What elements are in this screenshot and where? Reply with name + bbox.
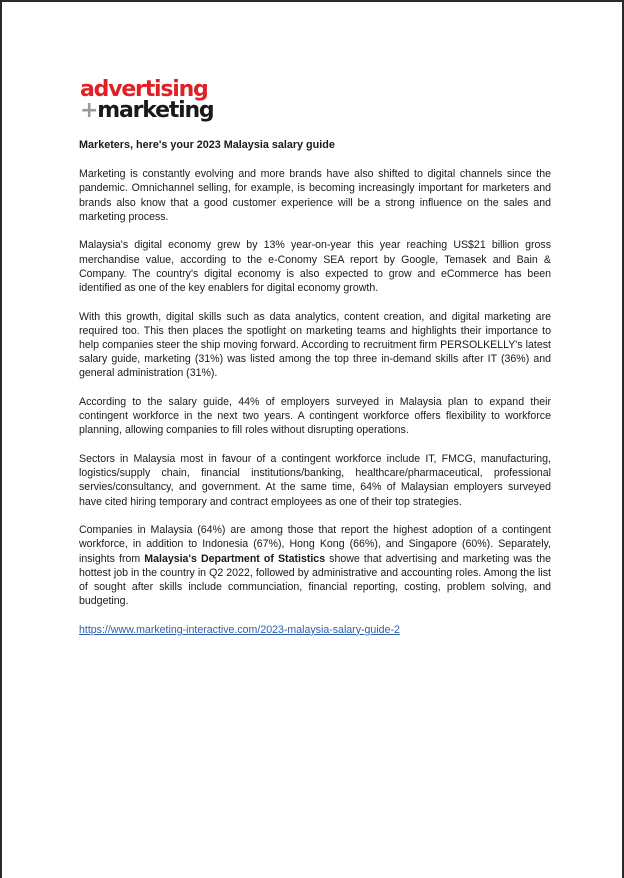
logo-marketing-line xyxy=(80,100,220,122)
advertising-marketing-logo xyxy=(80,77,220,123)
department-of-statistics-bold: Malaysia's Department of Statistics xyxy=(144,552,326,565)
article-body xyxy=(79,138,551,637)
paragraph-4: According to the salary guide, 44% of employers surveyed in Malaysia plan to expand their contingent workforce in the next two years. A contingent workforce offers flexibility to workforce planning, allowing companies to fill roles without disrupting operations. xyxy=(79,396,551,437)
paragraph-3: With this growth, digital skills such as data analytics, content creation, and digital marketing are required too. This then places the spotlight on marketing teams and highlights their importance to help companies steer the ship moving forward. According to recruitment firm PERSOLKELLY's latest salary guide, marketing (31%) was listed among the top three in-demand skills after IT (36%) and general administration (31%). xyxy=(79,310,551,380)
paragraph-1: Marketing is constantly evolving and more brands have also shifted to digital channels since the pandemic. Omnichannel selling, for example, is becoming increasingly important for marketers and brands also know that a good customer experience will be a strong influence on the sales and marketing process. xyxy=(79,168,551,223)
paragraph-5: Sectors in Malaysia most in favour of a contingent workforce include IT, FMCG, manufacturing, logistics/supply chain, financial institutions/banking, healthcare/pharmaceutical, professional servies/consultancy, and government. At the same time, 64% of Malaysian employers surveyed have cited hiring temporary and contract employees as one of their top strategies. xyxy=(79,453,551,508)
source-link[interactable]: https://www.marketing-interactive.com/2023-malaysia-salary-guide-2 xyxy=(79,623,400,636)
paragraph-2: Malaysia's digital economy grew by 13% year-on-year this year reaching US$21 billion gross merchandise value, according to the e-Conomy SEA report by Google, Temasek and Bain & Company. The country's digital economy is also expected to grow and eCommerce has been identified as one of the key enablers for digital economy growth. xyxy=(79,239,551,295)
paragraph-6-text-start: Companies in Malaysia (64%) are among those that report the highest adoption of a contingent workforce, in addition to Indonesia (67%), Hong Kong (66%), and Singapore (60%). Separately, insights from xyxy=(79,524,551,565)
article-title: Marketers, here's your 2023 Malaysia salary guide xyxy=(79,139,335,151)
logo-plus-icon: + xyxy=(80,98,98,123)
logo-marketing-text: marketing xyxy=(97,98,214,123)
paragraph-6-text-end: showe that advertising and marketing was the hottest job in the country in Q2 2022, followed by administrative and accounting roles. Among the list of sought after skills include communciation, financial reporting, costing, problem solving, and budgeting. xyxy=(79,552,551,608)
logo-advertising-text: advertising xyxy=(80,77,208,102)
paragraph-6 xyxy=(79,523,551,608)
